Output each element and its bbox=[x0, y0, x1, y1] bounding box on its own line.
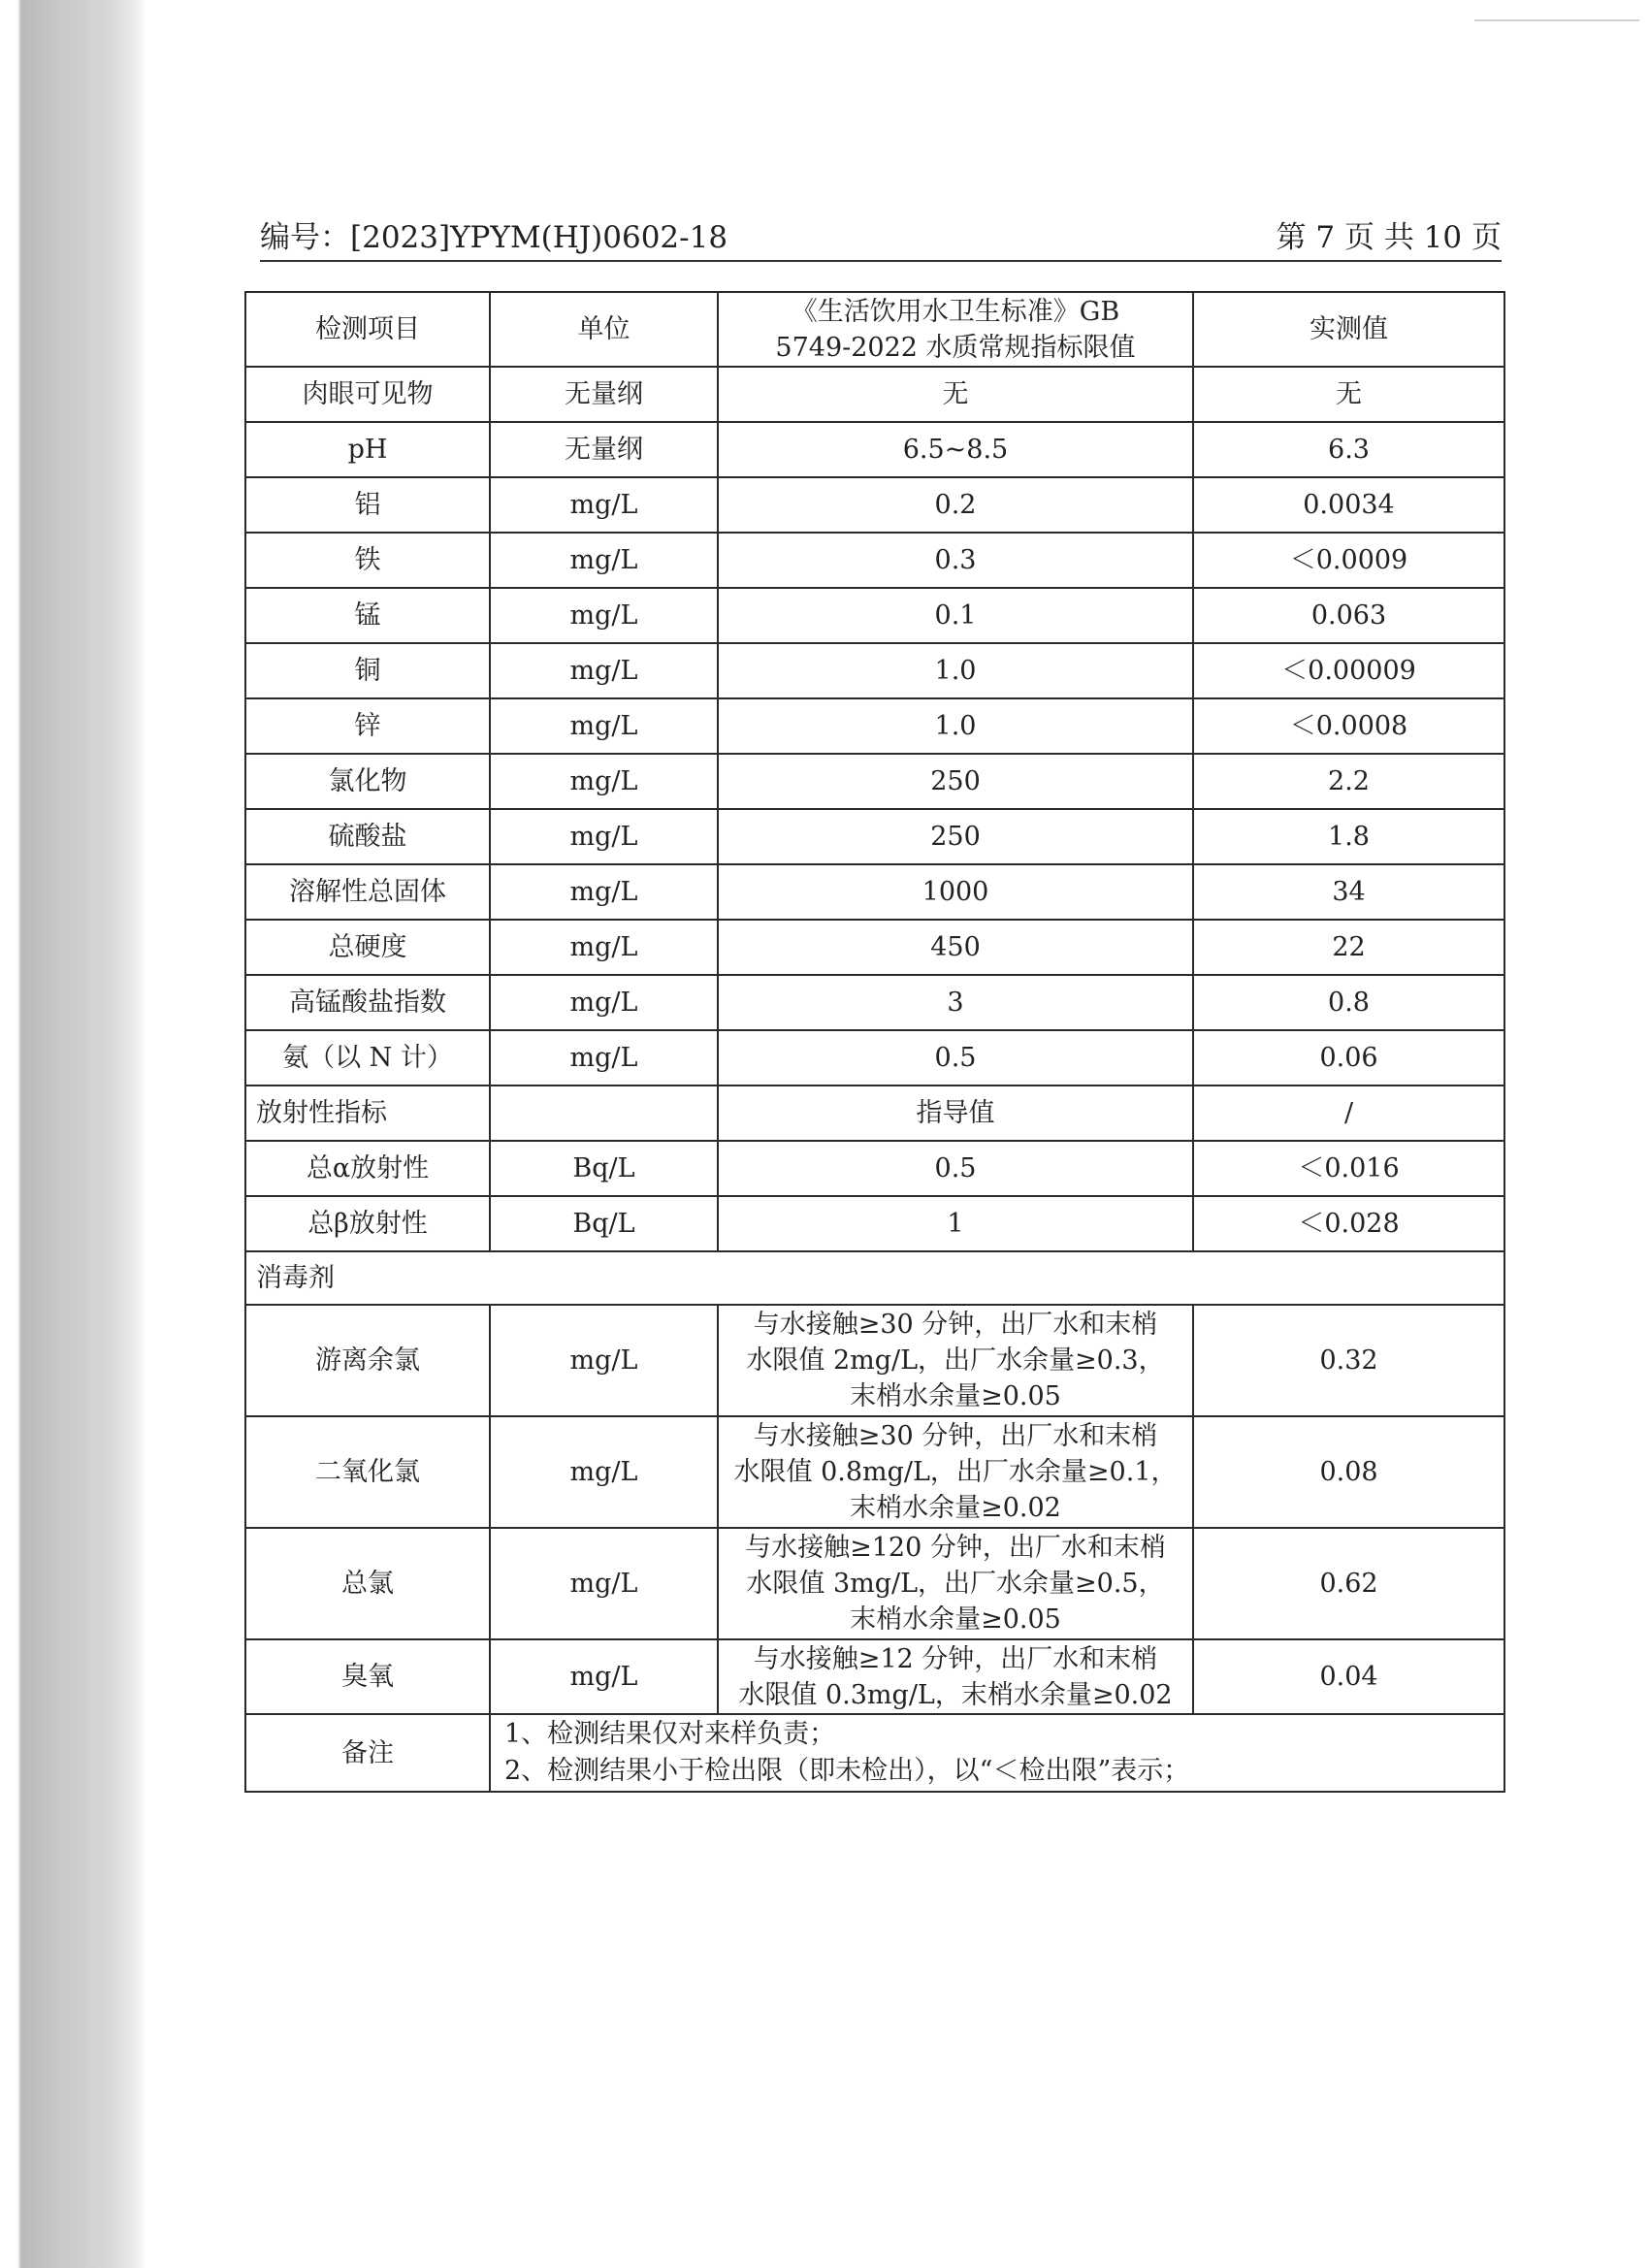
unit-cell: mg/L bbox=[490, 920, 718, 975]
item-cell: 氨（以 N 计） bbox=[245, 1030, 490, 1085]
item-cell: 臭氧 bbox=[245, 1639, 490, 1714]
limit-cell: 3 bbox=[718, 975, 1193, 1030]
measured-cell: 0.04 bbox=[1193, 1639, 1504, 1714]
measured-cell: 0.0034 bbox=[1193, 477, 1504, 533]
table-row bbox=[245, 1305, 1504, 1416]
unit-cell: mg/L bbox=[490, 1030, 718, 1085]
unit-cell: 无量纲 bbox=[490, 367, 718, 422]
measured-cell: 0.8 bbox=[1193, 975, 1504, 1030]
item-cell: 游离余氯 bbox=[245, 1305, 490, 1416]
limit-line: 与水接触≥30 分钟，出厂水和末梢 bbox=[753, 1310, 1158, 1340]
limit-cell bbox=[718, 1416, 1193, 1528]
table-row bbox=[245, 1196, 1504, 1251]
unit-cell: mg/L bbox=[490, 588, 718, 643]
col-header-standard bbox=[718, 292, 1193, 367]
table-row bbox=[245, 754, 1504, 809]
unit-cell: 无量纲 bbox=[490, 422, 718, 477]
table-row bbox=[245, 920, 1504, 975]
unit-cell: mg/L bbox=[490, 1528, 718, 1639]
col-header-standard-line1: 《生活饮用水卫生标准》GB bbox=[791, 296, 1120, 327]
limit-line: 水限值 0.8mg/L，出厂水余量≥0.1， bbox=[733, 1457, 1178, 1487]
table-row bbox=[245, 1030, 1504, 1085]
page-header bbox=[260, 215, 1502, 262]
remarks-line: 2、检测结果小于检出限（即未检出），以“＜检出限”表示； bbox=[504, 1756, 1190, 1786]
unit-cell: mg/L bbox=[490, 477, 718, 533]
limit-line: 末梢水余量≥0.05 bbox=[850, 1604, 1061, 1635]
limit-line: 水限值 0.3mg/L，末梢水余量≥0.02 bbox=[738, 1679, 1173, 1710]
unit-cell: Bq/L bbox=[490, 1141, 718, 1196]
item-cell: 氯化物 bbox=[245, 754, 490, 809]
table-body bbox=[245, 292, 1504, 1792]
scan-mark bbox=[1474, 19, 1639, 21]
item-cell: 总硬度 bbox=[245, 920, 490, 975]
limit-line: 与水接触≥120 分钟，出厂水和末梢 bbox=[745, 1533, 1166, 1563]
limit-cell bbox=[718, 1639, 1193, 1714]
limit-cell: 0.2 bbox=[718, 477, 1193, 533]
limit-line: 与水接触≥12 分钟，出厂水和末梢 bbox=[753, 1643, 1158, 1674]
measured-cell: ＜0.0008 bbox=[1193, 698, 1504, 754]
item-cell: 铝 bbox=[245, 477, 490, 533]
item-cell: 总β放射性 bbox=[245, 1196, 490, 1251]
limit-cell: 250 bbox=[718, 754, 1193, 809]
col-header-unit: 单位 bbox=[490, 292, 718, 367]
table-row bbox=[245, 864, 1504, 920]
item-cell: 总氯 bbox=[245, 1528, 490, 1639]
unit-cell bbox=[490, 1085, 718, 1141]
measured-cell: 0.08 bbox=[1193, 1416, 1504, 1528]
measured-cell: 无 bbox=[1193, 367, 1504, 422]
measured-cell: 2.2 bbox=[1193, 754, 1504, 809]
unit-cell: mg/L bbox=[490, 533, 718, 588]
table-row bbox=[245, 477, 1504, 533]
limit-header-cell: 指导值 bbox=[718, 1085, 1193, 1141]
limit-cell: 1000 bbox=[718, 864, 1193, 920]
limit-cell bbox=[718, 1305, 1193, 1416]
scan-shadow bbox=[0, 0, 146, 2268]
limit-cell: 0.5 bbox=[718, 1030, 1193, 1085]
item-cell: pH bbox=[245, 422, 490, 477]
measured-header-cell: / bbox=[1193, 1085, 1504, 1141]
limit-cell: 6.5~8.5 bbox=[718, 422, 1193, 477]
unit-cell: Bq/L bbox=[490, 1196, 718, 1251]
table-row bbox=[245, 533, 1504, 588]
measured-cell: 0.06 bbox=[1193, 1030, 1504, 1085]
table-row bbox=[245, 1416, 1504, 1528]
limit-line: 末梢水余量≥0.02 bbox=[850, 1493, 1061, 1523]
table-row bbox=[245, 1528, 1504, 1639]
measured-cell: 6.3 bbox=[1193, 422, 1504, 477]
item-cell: 总α放射性 bbox=[245, 1141, 490, 1196]
limit-cell: 1.0 bbox=[718, 698, 1193, 754]
table-row bbox=[245, 588, 1504, 643]
measured-cell: 1.8 bbox=[1193, 809, 1504, 864]
limit-line: 水限值 2mg/L，出厂水余量≥0.3， bbox=[746, 1345, 1165, 1376]
section-label: 放射性指标 bbox=[245, 1085, 490, 1141]
unit-cell: mg/L bbox=[490, 1305, 718, 1416]
table-row bbox=[245, 643, 1504, 698]
unit-cell: mg/L bbox=[490, 864, 718, 920]
item-cell: 锰 bbox=[245, 588, 490, 643]
remarks-row bbox=[245, 1714, 1504, 1792]
remarks-line: 1、检测结果仅对来样负责； bbox=[504, 1719, 836, 1749]
remarks-content bbox=[490, 1714, 1504, 1792]
limit-cell: 250 bbox=[718, 809, 1193, 864]
limit-cell: 1 bbox=[718, 1196, 1193, 1251]
unit-cell: mg/L bbox=[490, 1639, 718, 1714]
limit-line: 末梢水余量≥0.05 bbox=[850, 1381, 1061, 1411]
limit-cell: 450 bbox=[718, 920, 1193, 975]
limit-cell bbox=[718, 1528, 1193, 1639]
table-row bbox=[245, 1141, 1504, 1196]
measured-cell: 0.32 bbox=[1193, 1305, 1504, 1416]
item-cell: 锌 bbox=[245, 698, 490, 754]
unit-cell: mg/L bbox=[490, 809, 718, 864]
table-row bbox=[245, 1639, 1504, 1714]
unit-cell: mg/L bbox=[490, 698, 718, 754]
measured-cell: 0.62 bbox=[1193, 1528, 1504, 1639]
doc-number: 编号：[2023]YPYM(HJ)0602-18 bbox=[260, 220, 728, 255]
limit-cell: 0.3 bbox=[718, 533, 1193, 588]
table-row bbox=[245, 698, 1504, 754]
item-cell: 铜 bbox=[245, 643, 490, 698]
item-cell: 铁 bbox=[245, 533, 490, 588]
limit-line: 水限值 3mg/L，出厂水余量≥0.5， bbox=[746, 1569, 1165, 1599]
limit-cell: 0.1 bbox=[718, 588, 1193, 643]
table-header-row bbox=[245, 292, 1504, 367]
item-cell: 肉眼可见物 bbox=[245, 367, 490, 422]
table-row bbox=[245, 809, 1504, 864]
limit-cell: 1.0 bbox=[718, 643, 1193, 698]
table-row bbox=[245, 367, 1504, 422]
limit-cell: 无 bbox=[718, 367, 1193, 422]
col-header-standard-line2: 5749-2022 水质常规指标限值 bbox=[775, 332, 1136, 363]
section-row-radioactive bbox=[245, 1085, 1504, 1141]
unit-cell: mg/L bbox=[490, 754, 718, 809]
measured-cell: ＜0.00009 bbox=[1193, 643, 1504, 698]
table-row bbox=[245, 422, 1504, 477]
limit-cell: 0.5 bbox=[718, 1141, 1193, 1196]
item-cell: 高锰酸盐指数 bbox=[245, 975, 490, 1030]
table-row bbox=[245, 975, 1504, 1030]
col-header-measured: 实测值 bbox=[1193, 292, 1504, 367]
section-label: 消毒剂 bbox=[245, 1251, 1504, 1305]
unit-cell: mg/L bbox=[490, 1416, 718, 1528]
measured-cell: 34 bbox=[1193, 864, 1504, 920]
measured-cell: 22 bbox=[1193, 920, 1504, 975]
measured-cell: ＜0.028 bbox=[1193, 1196, 1504, 1251]
col-header-item: 检测项目 bbox=[245, 292, 490, 367]
measured-cell: ＜0.0009 bbox=[1193, 533, 1504, 588]
page-info: 第 7 页 共 10 页 bbox=[1276, 220, 1502, 255]
water-quality-table bbox=[244, 291, 1505, 1793]
section-row-disinfectant bbox=[245, 1251, 1504, 1305]
unit-cell: mg/L bbox=[490, 975, 718, 1030]
item-cell: 硫酸盐 bbox=[245, 809, 490, 864]
item-cell: 溶解性总固体 bbox=[245, 864, 490, 920]
item-cell: 二氧化氯 bbox=[245, 1416, 490, 1528]
remarks-label: 备注 bbox=[245, 1714, 490, 1792]
measured-cell: 0.063 bbox=[1193, 588, 1504, 643]
measured-cell: ＜0.016 bbox=[1193, 1141, 1504, 1196]
limit-line: 与水接触≥30 分钟，出厂水和末梢 bbox=[753, 1421, 1158, 1451]
unit-cell: mg/L bbox=[490, 643, 718, 698]
